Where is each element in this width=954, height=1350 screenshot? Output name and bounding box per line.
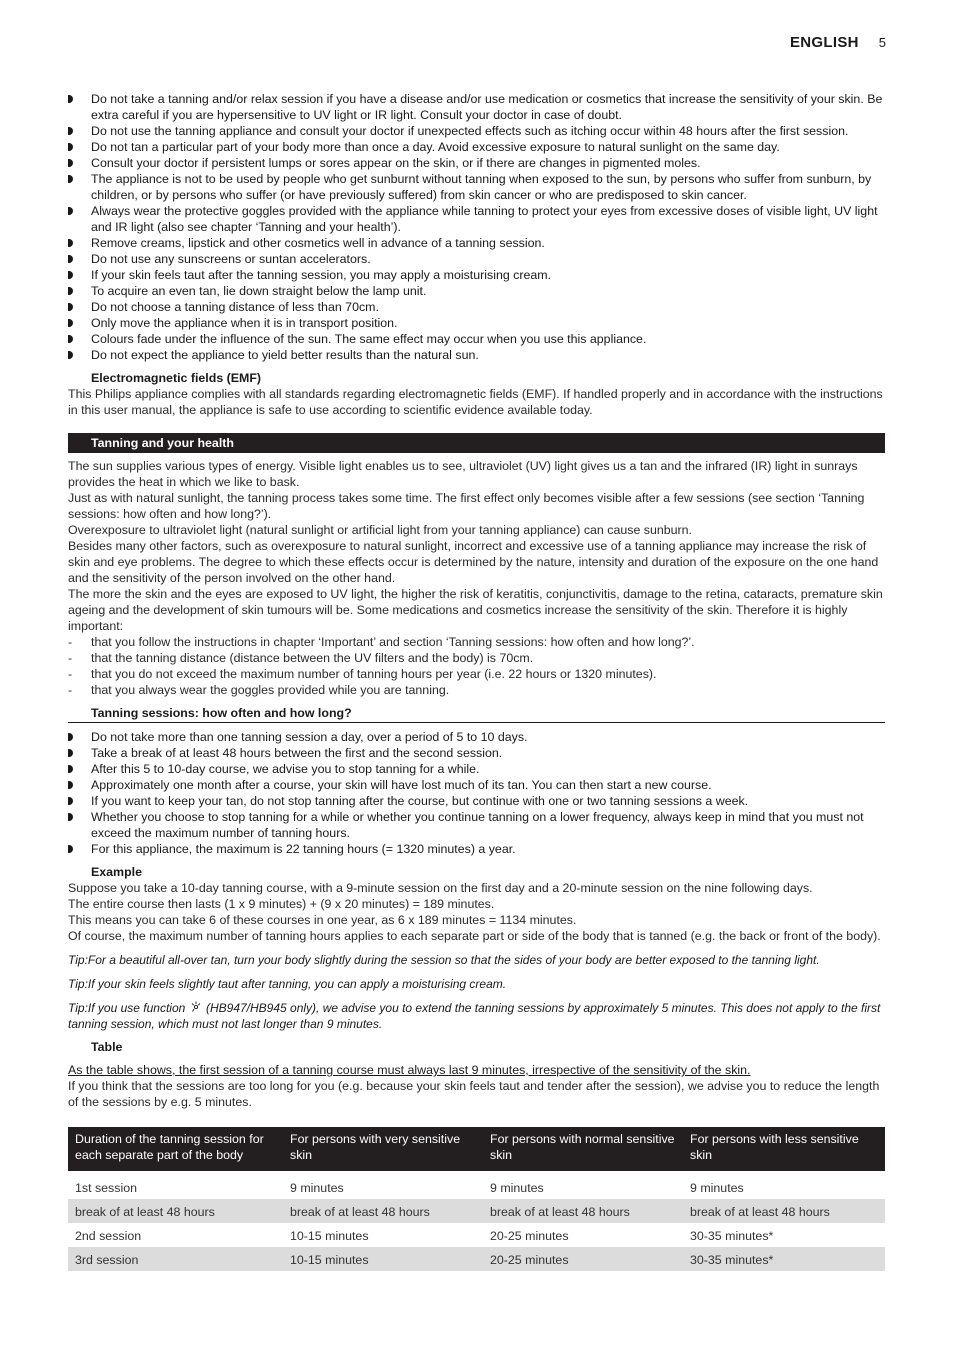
- table-row: [68, 1223, 885, 1247]
- importance-list: [68, 634, 885, 698]
- table-cell: 10-15 minutes: [290, 1228, 369, 1243]
- example-line: Of course, the maximum number of tanning hours applies to each separate part or side of the body that is tanned (e.g. the back or front of the body).: [68, 929, 881, 943]
- list-item: Consult your doctor if persistent lumps or sores appear on the skin, or if there are changes in pigmented moles.: [68, 155, 885, 171]
- list-item: Do not use any sunscreens or suntan accelerators.: [68, 251, 885, 267]
- table-cell: 9 minutes: [490, 1180, 544, 1195]
- table-cell: 20-25 minutes: [483, 1247, 683, 1271]
- table-row: [68, 1199, 885, 1223]
- bullet-icon: [68, 207, 73, 215]
- bullet-icon: [68, 175, 73, 183]
- example-heading: Example: [91, 865, 142, 879]
- sessions-list: [68, 729, 885, 857]
- sessions-heading: Tanning sessions: how often and how long?: [68, 705, 885, 723]
- list-item: Do not choose a tanning distance of less than 70cm.: [68, 299, 885, 315]
- table-cell: 10-15 minutes: [283, 1247, 483, 1271]
- list-item: Remove creams, lipstick and other cosmetics well in advance of a tanning session.: [68, 235, 885, 251]
- table-cell: 2nd session: [75, 1228, 142, 1243]
- table-row: [68, 1247, 885, 1271]
- tip-text: Tip:For a beautiful all-over tan, turn your body slightly during the session so that the sides of your body are better exposed to the tanning light.: [68, 953, 820, 967]
- list-item: Always wear the protective goggles provided with the appliance while tanning to protect your eyes from excessive doses of visible light, UV light and IR light (also see chapter ‘Tanning and your health’).: [68, 203, 885, 235]
- list-item: - that you do not exceed the maximum number of tanning hours per year (i.e. 22 hours or 1320 minutes).: [68, 667, 657, 681]
- example-line: Suppose you take a 10-day tanning course, with a 9-minute session on the first day and a 20-minute session on the nine following days.: [68, 881, 813, 895]
- list-item: Do not take more than one tanning session a day, over a period of 5 to 10 days.: [68, 729, 885, 745]
- list-item: Do not expect the appliance to yield better results than the natural sun.: [68, 347, 885, 363]
- example-line: The entire course then lasts (1 x 9 minutes) + (9 x 20 minutes) = 189 minutes.: [68, 897, 495, 911]
- list-item: If your skin feels taut after the tanning session, you may apply a moisturising cream.: [68, 267, 885, 283]
- bullet-icon: [68, 95, 73, 103]
- table-cell: 1st session: [75, 1180, 137, 1195]
- bullet-icon: [68, 287, 73, 295]
- bullet-icon: [68, 845, 73, 853]
- table-intro-underlined: As the table shows, the first session of a tanning course must always last 9 minutes, irrespective of the sensitivity of the skin.: [68, 1063, 751, 1077]
- sun-function-icon: [191, 1000, 201, 1016]
- bullet-icon: [68, 255, 73, 263]
- list-item: For this appliance, the maximum is 22 tanning hours (= 1320 minutes) a year.: [68, 841, 885, 857]
- language-label: ENGLISH: [789, 34, 859, 51]
- list-item: Colours fade under the influence of the sun. The same effect may occur when you use this appliance.: [68, 331, 885, 347]
- bullet-icon: [68, 127, 73, 135]
- list-item: Whether you choose to stop tanning for a while or whether you continue tanning on a lower frequency, always keep in mind that you must not exceed the maximum number of tanning hours.: [68, 809, 885, 841]
- health-paragraph: The sun supplies various types of energy. Visible light enables us to see, ultraviolet (UV) light gives us a tan and the infrared (IR) light in sunrays provides the heat in which we like to bask.: [68, 459, 858, 489]
- table-intro-text: If you think that the sessions are too long for you (e.g. because your skin feels taut and tender after the session), we advise you to reduce the length of the sessions by e.g. 5 minutes.: [68, 1079, 880, 1109]
- list-item: - that the tanning distance (distance between the UV filters and the body) is 70cm.: [68, 651, 534, 665]
- table-cell: break of at least 48 hours: [683, 1199, 885, 1223]
- table-cell: 9 minutes: [690, 1180, 744, 1195]
- list-item: To acquire an even tan, lie down straight below the lamp unit.: [68, 283, 885, 299]
- column-header: For persons with very sensitive skin: [283, 1127, 483, 1171]
- bullet-icon: [68, 813, 73, 821]
- bullet-icon: [68, 797, 73, 805]
- bullet-icon: [68, 303, 73, 311]
- column-header: Duration of the tanning session for each separate part of the body: [68, 1127, 283, 1171]
- table-cell: 30-35 minutes*: [690, 1228, 774, 1243]
- page-number: 5: [878, 35, 886, 50]
- bullet-icon: [68, 749, 73, 757]
- bullet-icon: [68, 143, 73, 151]
- table-cell: break of at least 48 hours: [283, 1199, 483, 1223]
- list-item: - that you always wear the goggles provided while you are tanning.: [68, 683, 450, 697]
- list-item: Only move the appliance when it is in transport position.: [68, 315, 885, 331]
- list-item: The appliance is not to be used by people who get sunburnt without tanning when exposed to the sun, by persons who suffer from sunburn, by children, or by persons who suffer (or have previously suffered) from skin cancer or who are predisposed to skin cancer.: [68, 171, 885, 203]
- health-paragraph: The more the skin and the eyes are exposed to UV light, the higher the risk of keratitis, conjunctivitis, damage to the retina, cataracts, premature skin ageing and the development of skin tumours will be. Some medications and cosmetics increase the sensitivity of the skin. Therefore it is highly important:: [68, 587, 883, 633]
- emf-text: This Philips appliance complies with all standards regarding electromagnetic fields (EMF). If handled properly and in accordance with the instructions in this user manual, the appliance is safe to use according to scientific evidence available today.: [68, 387, 883, 417]
- bullet-icon: [68, 239, 73, 247]
- emf-heading: Electromagnetic fields (EMF): [91, 371, 262, 385]
- table-cell: 30-35 minutes*: [683, 1247, 885, 1271]
- table-heading: Table: [91, 1040, 123, 1054]
- column-header: For persons with less sensitive skin: [683, 1127, 885, 1171]
- page-content: [68, 91, 885, 1271]
- list-item: Do not use the tanning appliance and consult your doctor if unexpected effects such as itching occur within 48 hours after the first session.: [68, 123, 885, 139]
- table-cell: 9 minutes: [290, 1180, 344, 1195]
- tip-text: Tip:If you use function (HB947/HB945 only), we advise you to extend the tanning sessions by approximately 5 minutes. This does not apply to the first tanning session, which must not last longer than 9 minutes.: [68, 1001, 881, 1031]
- bullet-icon: [68, 319, 73, 327]
- bullet-icon: [68, 159, 73, 167]
- bullet-icon: [68, 781, 73, 789]
- list-item: Take a break of at least 48 hours between the first and the second session.: [68, 745, 885, 761]
- page-header: [790, 34, 886, 51]
- column-header: For persons with normal sensitive skin: [483, 1127, 683, 1171]
- section-heading-health: Tanning and your health: [68, 433, 885, 453]
- list-item: Do not take a tanning and/or relax session if you have a disease and/or use medication or cosmetics that increase the sensitivity of your skin. Be extra careful if you are hypersensitive to UV light or IR light. Consult your doctor in case of doubt.: [68, 91, 885, 123]
- list-item: Do not tan a particular part of your body more than once a day. Avoid excessive exposure to natural sunlight on the same day.: [68, 139, 885, 155]
- bullet-icon: [68, 765, 73, 773]
- bullet-icon: [68, 335, 73, 343]
- table-cell: break of at least 48 hours: [483, 1199, 683, 1223]
- bullet-icon: [68, 351, 73, 359]
- table-cell: 3rd session: [68, 1247, 283, 1271]
- tip-text: Tip:If your skin feels slightly taut after tanning, you can apply a moisturising cream.: [68, 977, 507, 991]
- list-item: After this 5 to 10-day course, we advise you to stop tanning for a while.: [68, 761, 885, 777]
- health-paragraph: Overexposure to ultraviolet light (natural sunlight or artificial light from your tanning appliance) can cause sunburn.: [68, 523, 692, 537]
- list-item: Approximately one month after a course, your skin will have lost much of its tan. You can then start a new course.: [68, 777, 885, 793]
- list-item: - that you follow the instructions in chapter ‘Important’ and section ‘Tanning sessions: how often and how long?’.: [68, 635, 695, 649]
- warnings-list: [68, 91, 885, 363]
- health-paragraph: Besides many other factors, such as overexposure to natural sunlight, incorrect and excessive use of a tanning appliance may increase the risk of skin and eye problems. The degree to which these effects occur is determined by the nature, intensity and duration of the exposure on the one hand and the sensitivity of the person involved on the other hand.: [68, 539, 879, 585]
- table-row: [68, 1175, 885, 1199]
- bullet-icon: [68, 733, 73, 741]
- table-cell: 20-25 minutes: [490, 1228, 569, 1243]
- bullet-icon: [68, 271, 73, 279]
- list-item: If you want to keep your tan, do not stop tanning after the course, but continue with one or two tanning sessions a week.: [68, 793, 885, 809]
- table-cell: break of at least 48 hours: [68, 1199, 283, 1223]
- health-paragraph: Just as with natural sunlight, the tanning process takes some time. The first effect only becomes visible after a few sessions (see section ‘Tanning sessions: how often and how long?’).: [68, 491, 865, 521]
- example-line: This means you can take 6 of these courses in one year, as 6 x 189 minutes = 1134 minutes.: [68, 913, 577, 927]
- session-table: [68, 1127, 885, 1271]
- table-header-row: [68, 1127, 885, 1171]
